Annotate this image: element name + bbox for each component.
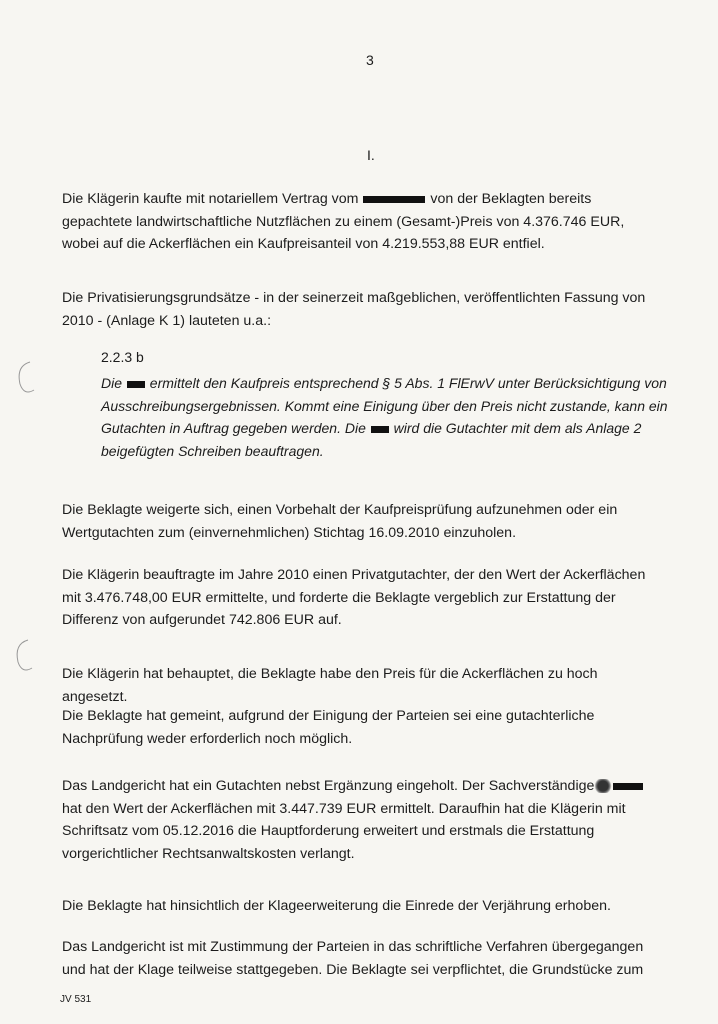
quote-part: Die xyxy=(101,375,123,391)
page-number: 3 xyxy=(366,52,374,68)
paragraph-claim: Die Klägerin hat behauptet, die Beklagte habe den Preis für die Ackerflächen zu hoch angesetzt. xyxy=(62,666,598,705)
redaction-block xyxy=(363,196,425,203)
redaction-block xyxy=(613,783,643,790)
paragraph-text: hat den Wert der Ackerflächen mit 3.447.739 EUR ermittelt. Daraufhin hat die Klägerin mit Schriftsatz vom 05.12.2016 die Hauptforderung erweitert und erstmals die Erstattung vorgerichtlicher Rechtsanwaltskosten verlangt. xyxy=(62,800,626,862)
redaction-block xyxy=(127,381,145,388)
paragraph-text: Das Landgericht hat ein Gutachten nebst Ergänzung eingeholt. Der Sachverständige xyxy=(62,778,595,794)
paragraph-refusal: Die Beklagte weigerte sich, einen Vorbehalt der Kaufpreisprüfung aufzunehmen oder ein Wertgutachten zum (einvernehmlichen) Stichtag 16.09.2010 einzuholen. xyxy=(62,502,618,541)
paragraph-defense: Die Beklagte hat gemeint, aufgrund der Einigung der Parteien sei eine gutachterliche Nachprüfung weder erforderlich noch möglich. xyxy=(62,708,595,747)
quote-part: wird die Gutachter mit dem als Anlage 2 beigefügten Schreiben beauftragen. xyxy=(101,420,642,459)
paragraph-limitation: Die Beklagte hat hinsichtlich der Klageerweiterung die Einrede der Verjährung erhoben. xyxy=(62,898,611,914)
quote-heading: 2.2.3 b xyxy=(101,349,144,365)
paragraph-purchase xyxy=(62,188,662,256)
quote-part: ermittelt den Kaufpreis entsprechend § 5 Abs. 1 FlErwV unter Berücksichtigung von Ausschreibungsergebnissen. Kommt eine Einigung über den Preis nicht zustande, kann ein Gutachten in Auftrag gegeben werden. Die xyxy=(101,375,668,436)
footer-code: JV 531 xyxy=(60,994,92,1005)
redaction-block xyxy=(371,426,389,433)
paragraph-judgment: Das Landgericht ist mit Zustimmung der Parteien in das schriftliche Verfahren übergegangen und hat der Klage teilweise stattgegeben. Die Beklagte sei verpflichtet, die Grundstücke zum xyxy=(62,939,644,978)
section-heading: I. xyxy=(367,147,375,163)
paragraph-principles: Die Privatisierungsgrundsätze - in der seinerzeit maßgeblichen, veröffentlichten Fassung von 2010 - (Anlage K 1) lauteten u.a.: xyxy=(62,290,646,329)
quote-text xyxy=(101,372,671,462)
paragraph-text: Die Klägerin kaufte mit notariellem Vertrag vom xyxy=(62,191,359,207)
paragraph-private-appraiser: Die Klägerin beauftragte im Jahre 2010 einen Privatgutachter, der den Wert der Ackerflächen mit 3.476.748,00 EUR ermittelte, und forderte die Beklagte vergeblich zur Erstattung der Differenz von aufgerundet 742.806 EUR auf. xyxy=(62,567,646,628)
paragraph-expert-opinion xyxy=(62,775,662,865)
paragraph-text: von der Beklagten bereits gepachtete landwirtschaftliche Nutzflächen zu einem (Gesamt-)Preis von 4.376.746 EUR, wobei auf die Ackerflächen ein Kaufpreisanteil von 4.219.553,88 EUR entfiel. xyxy=(62,191,625,252)
stamp-mark xyxy=(594,779,612,793)
